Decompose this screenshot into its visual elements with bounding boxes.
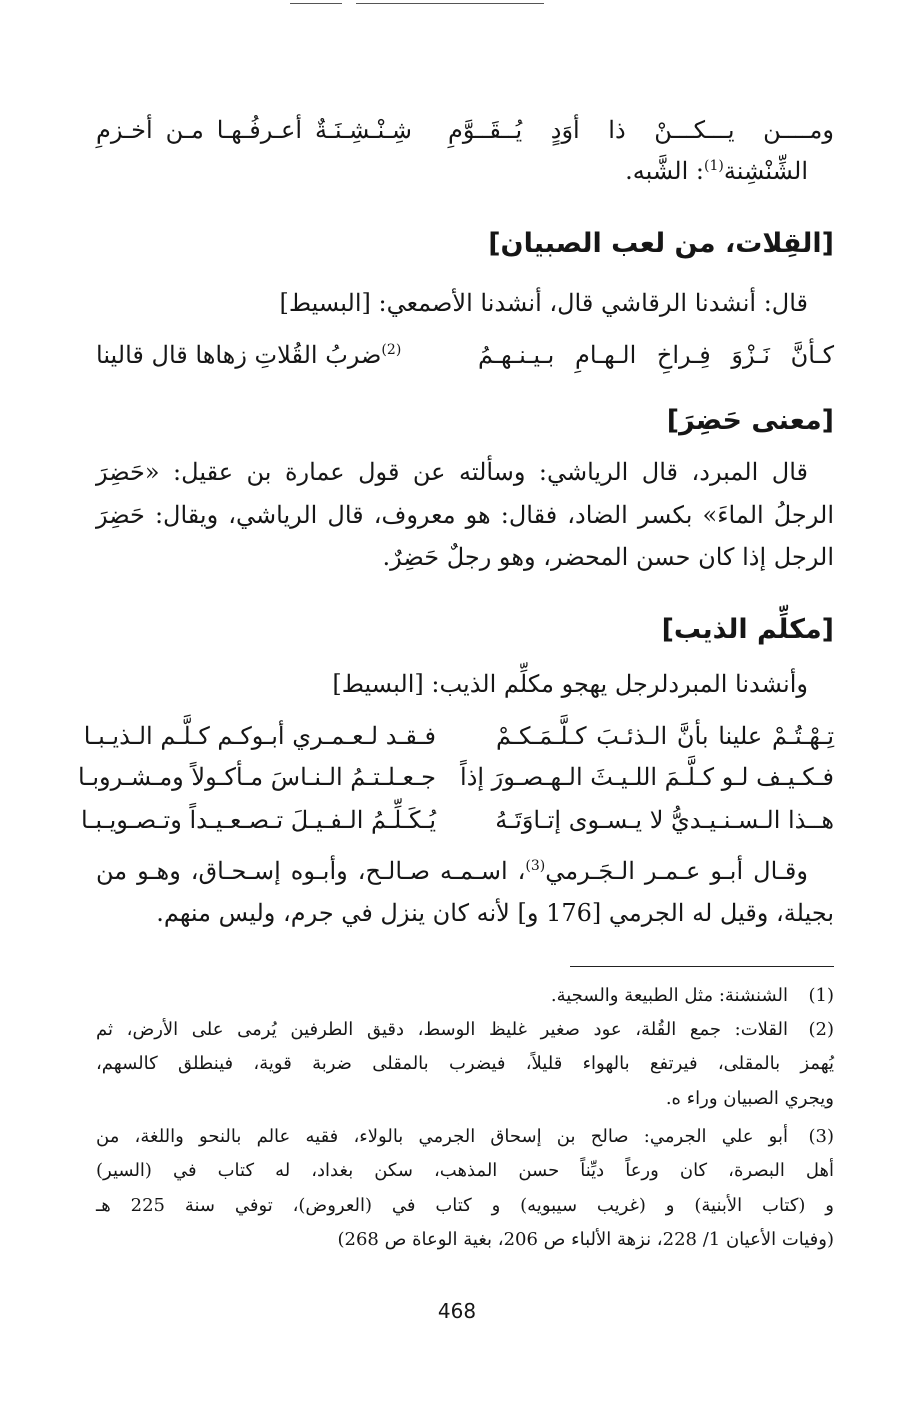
top-rule-right <box>356 3 544 4</box>
paragraph-line: قال المبرد، قال الرياشي: وسألته عن قول عمارة بن عقيل: «حَضِرَ <box>96 458 808 486</box>
paragraph-line: الرجلُ الماءَ» بكسر الضاد، فقال: هو معروف، قال الرياشي، ويقال: حَضِرَ <box>96 501 834 529</box>
paragraph-line: بجيلة، وقيل له الجرمي [176 و] لأنه كان ينزل في جرم، وليس منهم. <box>156 899 834 927</box>
verse-hemistich-right: تِـهْـتُـمْ علينا بأنَّ الـذئـبَ كـلَّـمَـكـمْ <box>496 722 834 750</box>
paragraph-text: وقـال أبـو عـمـر الـجَـرمي <box>545 857 808 885</box>
section3-intro: وأنشدنا المبردلرجل يهجو مكلِّم الذيب: [البسيط] <box>332 670 808 698</box>
gloss-text: : الشَّبه. <box>625 157 704 185</box>
footnote-divider <box>570 966 834 967</box>
footnote-number: (1) <box>808 985 834 1006</box>
top-rule-left <box>290 3 342 4</box>
verse-hemistich-left-text: ضربُ القُلاتِ زهاها قال قالينا <box>96 341 382 369</box>
footnote-ref-3[interactable]: (3) <box>525 858 546 874</box>
section-heading-mukallim-al-dhib: [مكلِّم الذيب] <box>661 614 834 645</box>
footnote-ref-2[interactable]: (2) <box>381 342 402 358</box>
gloss-term: الشِّنْشِنة <box>723 157 808 185</box>
poem-verse <box>80 806 834 840</box>
paragraph-line: الرجل إذا كان حسن المحضر، وهو رجلٌ حَضِرٌ. <box>382 543 834 571</box>
verse-hemistich-left: شِـنْـشِـنَـةٌ أعـرفُـهـا مـن أخـزمِ <box>96 116 412 144</box>
footnote-line: (وفيات الأعيان 1/ 228، نزهة الألباء ص 206، بغية الوعاة ص 268) <box>337 1229 834 1250</box>
verse-hemistich-right: هــذا الـسـنـيـديُّ لا يـسـوى إتـاوَتَـهُ <box>495 806 834 834</box>
poem-verse <box>78 763 834 797</box>
section-heading-hadira: [معنى حَضِرَ] <box>666 405 834 436</box>
verse-hemistich-right: فـكـيـف لـو كـلَّـمَ اللـيـثَ الـهـصـورَ إذاً <box>460 763 834 791</box>
section-heading-qilat: [القِلات، من لعب الصبيان] <box>488 228 834 259</box>
footnote-line: يُهمز بالمقلى، فيرتفع بالهواء قليلاً، فيضرب بالمقلى ضربة قوية، فينطلق كالسهم، <box>96 1053 834 1074</box>
footnote-line: و (كتاب الأبنية) و (غريب سيبويه) و كتاب في (العروض)، توفي سنة 225 هـ <box>96 1195 834 1216</box>
footnote-line: الشنشنة: مثل الطبيعة والسجية. <box>550 985 788 1006</box>
footnote-number: (2) <box>808 1019 834 1040</box>
page-number: 468 <box>437 1299 477 1323</box>
intro-gloss <box>96 157 808 186</box>
verse-hemistich-left: يُـكَـلِّـمُ الـفـيـلَ تـصـعـيـداً وتـصـويـبـا <box>80 806 436 834</box>
verse-hemistich-left: فـقـد لـعـمـري أبـوكـم كـلَّـم الـذيـبـا <box>83 722 436 750</box>
paragraph-line <box>96 857 808 886</box>
footnote-line: ويجري الصبيان وراء ه. <box>665 1088 834 1109</box>
footnote-line: القلات: جمع القُلة، عود صغير غليظ الوسط، دقيق الطرفين يُرمى على الأرض، ثم <box>96 1019 788 1040</box>
footnote-ref-1[interactable]: (1) <box>703 158 724 174</box>
footnote-line: أهل البصرة، كان ورعاً ديِّناً حسن المذهب، سكن بغداد، له كتاب في (السير) <box>96 1160 834 1181</box>
footnote-number: (3) <box>808 1126 834 1147</box>
poem-verse <box>83 722 834 756</box>
verse-hemistich-right: كـأنَّ نَـزْوَ فِـراخِ الـهـامِ بـيـنـهـمُ <box>478 341 834 369</box>
verse-hemistich-right: ومــــن يـــكـــنْ ذا أوَدٍ يُــقَــوَّمِ <box>448 116 834 144</box>
paragraph-text: ، اسـمـه صـالـح، وأبـوه إسـحـاق، وهـو من <box>96 857 526 885</box>
footnote-line: أبو علي الجرمي: صالح بن إسحاق الجرمي بالولاء، فقيه عالم بالنحو واللغة، من <box>96 1126 788 1147</box>
section1-verse <box>96 341 834 375</box>
intro-verse <box>96 116 834 150</box>
verse-hemistich-left <box>96 341 401 370</box>
verse-hemistich-left: جـعـلـتـمُ الـنـاسَ مـأكـولاً ومـشـروبـا <box>78 763 436 791</box>
section1-intro: قال: أنشدنا الرقاشي قال، أنشدنا الأصمعي: [البسيط] <box>279 289 808 317</box>
